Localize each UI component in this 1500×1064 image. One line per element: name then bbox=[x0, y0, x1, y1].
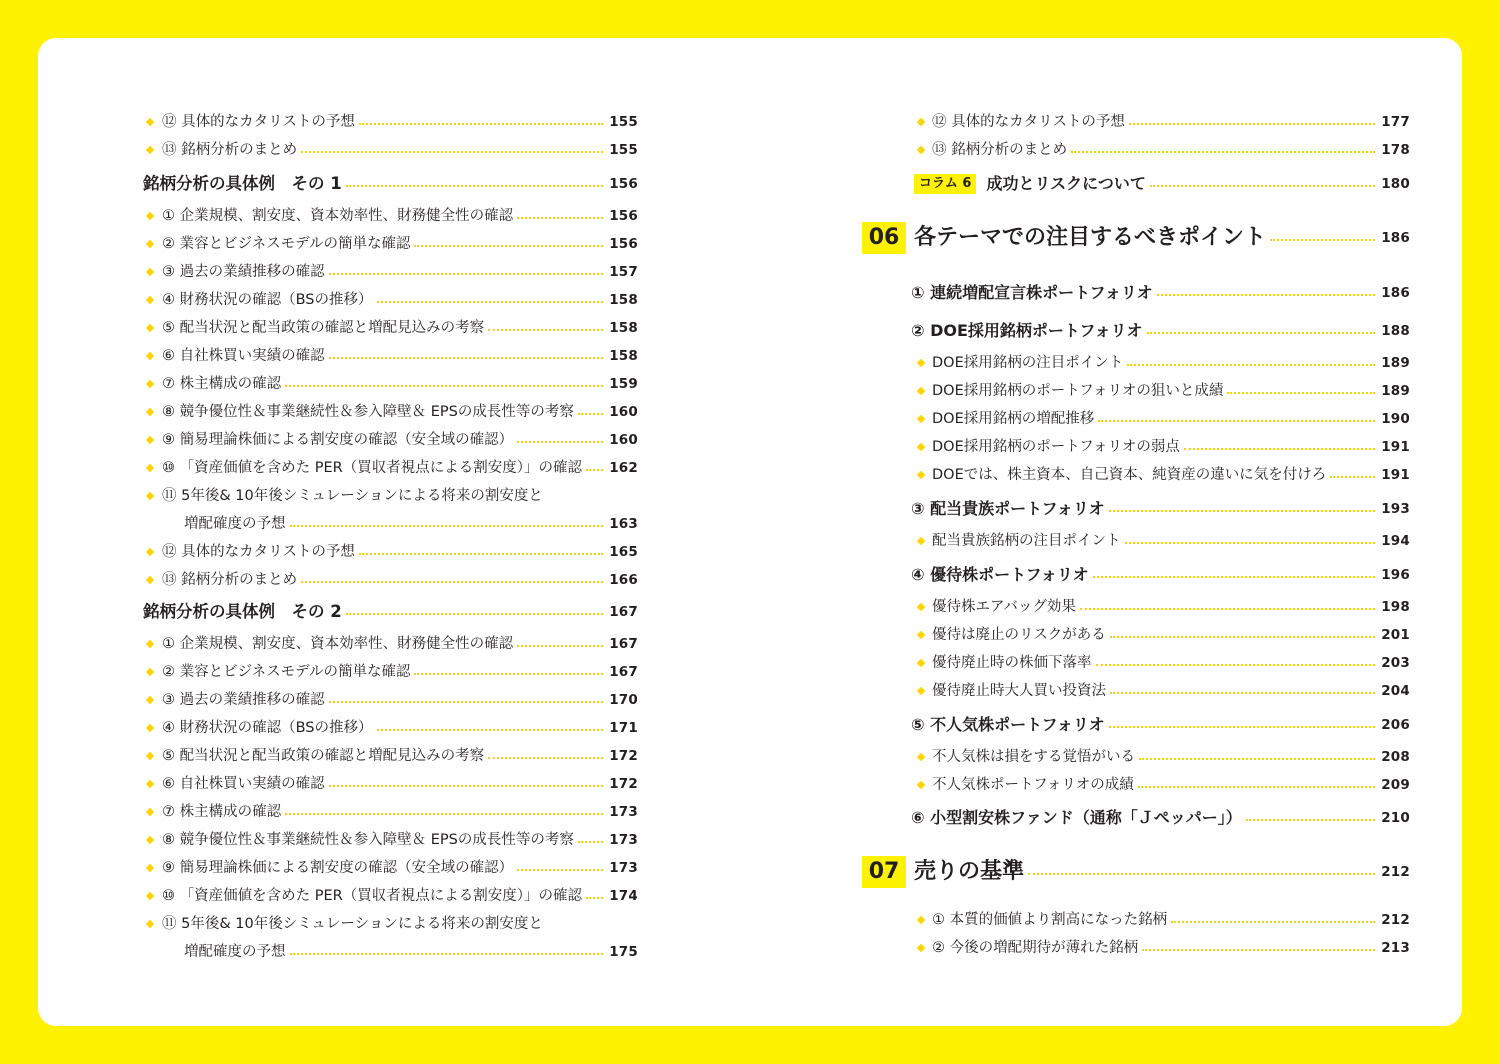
dotted-leader bbox=[1109, 726, 1376, 728]
toc-item-title: 増配確度の予想 bbox=[184, 516, 286, 532]
toc-section-row[interactable] bbox=[143, 600, 638, 624]
toc-item-title: ① 企業規模、割安度、資本効率性、財務健全性の確認 bbox=[162, 208, 514, 224]
theme-title: ⑥ 小型割安株ファンド（通称「Ｊペッパー」） bbox=[911, 808, 1242, 827]
toc-item-row[interactable] bbox=[162, 232, 638, 256]
page-number: 213 bbox=[1381, 940, 1410, 956]
diamond-bullet-icon bbox=[917, 443, 925, 451]
dotted-leader bbox=[1184, 448, 1375, 450]
dotted-leader bbox=[586, 897, 603, 899]
page-number: 173 bbox=[609, 804, 638, 820]
toc-item-row[interactable] bbox=[162, 800, 638, 824]
diamond-bullet-icon bbox=[146, 640, 154, 648]
diamond-bullet-icon bbox=[917, 415, 925, 423]
page-number: 159 bbox=[609, 376, 638, 392]
toc-theme-row[interactable] bbox=[911, 281, 1410, 305]
toc-chapter-row[interactable] bbox=[862, 218, 1410, 258]
dotted-leader bbox=[1028, 873, 1375, 875]
page-number: 171 bbox=[609, 720, 638, 736]
dotted-leader bbox=[1246, 819, 1375, 821]
content-page bbox=[38, 38, 1462, 1026]
toc-item-title: ⑤ 配当状況と配当政策の確認と増配見込みの考察 bbox=[162, 320, 485, 336]
dotted-leader bbox=[414, 245, 603, 247]
toc-item-title: DOE採用銘柄の注目ポイント bbox=[932, 355, 1124, 371]
dotted-leader bbox=[290, 953, 604, 955]
toc-theme-row[interactable] bbox=[911, 563, 1410, 587]
toc-item-row[interactable] bbox=[162, 660, 638, 684]
page-number: 177 bbox=[1381, 114, 1410, 130]
toc-item-row[interactable] bbox=[162, 716, 638, 740]
diamond-bullet-icon bbox=[146, 324, 154, 332]
toc-item-title: ① 本質的価値より割高になった銘柄 bbox=[932, 912, 1168, 928]
column-badge: コラム 6 bbox=[914, 174, 976, 194]
dotted-leader bbox=[414, 673, 603, 675]
diamond-bullet-icon bbox=[917, 146, 925, 154]
toc-theme-row[interactable] bbox=[911, 497, 1410, 521]
toc-item-title: ⑬ 銘柄分析のまとめ bbox=[162, 142, 298, 158]
toc-section-row[interactable] bbox=[143, 172, 638, 196]
page-number: 196 bbox=[1381, 567, 1410, 583]
toc-item-title: ③ 過去の業績推移の確認 bbox=[162, 264, 325, 280]
dotted-leader bbox=[1138, 786, 1376, 788]
page-number: 191 bbox=[1381, 467, 1410, 483]
page-number: 173 bbox=[609, 832, 638, 848]
page-number: 172 bbox=[609, 776, 638, 792]
page-number: 186 bbox=[1381, 230, 1410, 246]
toc-item-title: DOE採用銘柄のポートフォリオの狙いと成績 bbox=[932, 383, 1224, 399]
page-number: 174 bbox=[609, 888, 638, 904]
diamond-bullet-icon bbox=[146, 268, 154, 276]
diamond-bullet-icon bbox=[917, 359, 925, 367]
dotted-leader bbox=[1098, 420, 1375, 422]
page-number: 212 bbox=[1381, 864, 1410, 880]
page-number: 206 bbox=[1381, 717, 1410, 733]
dotted-leader bbox=[517, 869, 603, 871]
toc-item-title: ⑧ 競争優位性＆事業継続性＆参入障壁＆ EPSの成長性等の考察 bbox=[162, 832, 574, 848]
dotted-leader bbox=[1147, 332, 1376, 334]
toc-item-row[interactable] bbox=[932, 351, 1410, 375]
diamond-bullet-icon bbox=[146, 668, 154, 676]
diamond-bullet-icon bbox=[917, 916, 925, 924]
toc-item-row[interactable] bbox=[932, 908, 1410, 932]
page-number: 165 bbox=[609, 544, 638, 560]
diamond-bullet-icon bbox=[917, 753, 925, 761]
toc-item-title: ② 業容とビジネスモデルの簡単な確認 bbox=[162, 664, 411, 680]
toc-item-title: ⑫ 具体的なカタリストの予想 bbox=[932, 114, 1125, 130]
page-number: 189 bbox=[1381, 383, 1410, 399]
dotted-leader bbox=[488, 329, 603, 331]
dotted-leader bbox=[578, 841, 603, 843]
chapter-title: 各テーマでの注目するべきポイント bbox=[914, 225, 1267, 250]
dotted-leader bbox=[290, 525, 604, 527]
page-number: 190 bbox=[1381, 411, 1410, 427]
toc-item-title: ⑥ 自社株買い実績の確認 bbox=[162, 348, 325, 364]
toc-item-title: ⑦ 株主構成の確認 bbox=[162, 804, 282, 820]
toc-item-title: ⑫ 具体的なカタリストの予想 bbox=[162, 114, 355, 130]
page-number: 201 bbox=[1381, 627, 1410, 643]
diamond-bullet-icon bbox=[917, 118, 925, 126]
toc-item-row[interactable] bbox=[932, 463, 1410, 487]
dotted-leader bbox=[329, 701, 604, 703]
dotted-leader bbox=[285, 385, 603, 387]
page-number: 167 bbox=[609, 604, 638, 620]
toc-item-title: ⑤ 配当状況と配当政策の確認と増配見込みの考察 bbox=[162, 748, 485, 764]
page-number: 167 bbox=[609, 664, 638, 680]
toc-item-title: 配当貴族銘柄の注目ポイント bbox=[932, 533, 1121, 549]
page-number: 212 bbox=[1381, 912, 1410, 928]
toc-item-title: DOEでは、株主資本、自己資本、純資産の違いに気を付けろ bbox=[932, 467, 1327, 483]
diamond-bullet-icon bbox=[917, 537, 925, 545]
diamond-bullet-icon bbox=[146, 212, 154, 220]
toc-item-row[interactable] bbox=[932, 407, 1410, 431]
diamond-bullet-icon bbox=[917, 603, 925, 611]
toc-item-title: ⑨ 簡易理論株価による割安度の確認（安全域の確認） bbox=[162, 860, 514, 876]
diamond-bullet-icon bbox=[146, 296, 154, 304]
toc-item-title: DOE採用銘柄の増配推移 bbox=[932, 411, 1095, 427]
diamond-bullet-icon bbox=[917, 944, 925, 952]
page-number: 191 bbox=[1381, 439, 1410, 455]
page-number: 173 bbox=[609, 860, 638, 876]
toc-item-row[interactable] bbox=[932, 138, 1410, 162]
diamond-bullet-icon bbox=[146, 836, 154, 844]
toc-item-row[interactable] bbox=[162, 884, 638, 908]
toc-item-title: ① 企業規模、割安度、資本効率性、財務健全性の確認 bbox=[162, 636, 514, 652]
page-number: 156 bbox=[609, 176, 638, 192]
dotted-leader bbox=[301, 581, 603, 583]
dotted-leader bbox=[1096, 664, 1376, 666]
page-number: 156 bbox=[609, 208, 638, 224]
dotted-leader bbox=[346, 185, 603, 187]
toc-item-row[interactable] bbox=[162, 912, 638, 936]
toc-item-title: ② 業容とビジネスモデルの簡単な確認 bbox=[162, 236, 411, 252]
toc-item-title: ④ 財務状況の確認（BSの推移） bbox=[162, 292, 373, 308]
chapter-number: 07 bbox=[862, 856, 906, 888]
dotted-leader bbox=[1127, 364, 1375, 366]
toc-item-title: 優待は廃止のリスクがある bbox=[932, 627, 1106, 643]
toc-item-row[interactable] bbox=[162, 110, 638, 134]
toc-item-row[interactable] bbox=[932, 936, 1410, 960]
toc-item-continuation[interactable] bbox=[184, 512, 638, 536]
diamond-bullet-icon bbox=[146, 576, 154, 584]
toc-column-row[interactable] bbox=[914, 172, 1410, 196]
dotted-leader bbox=[578, 413, 603, 415]
toc-item-row[interactable] bbox=[932, 110, 1410, 134]
toc-item-row[interactable] bbox=[932, 435, 1410, 459]
dotted-leader bbox=[377, 729, 604, 731]
page-number: 157 bbox=[609, 264, 638, 280]
toc-theme-row[interactable] bbox=[911, 319, 1410, 343]
page-number: 160 bbox=[609, 404, 638, 420]
diamond-bullet-icon bbox=[146, 752, 154, 760]
theme-title: ① 連続増配宣言株ポートフォリオ bbox=[911, 283, 1153, 302]
toc-item-row[interactable] bbox=[162, 428, 638, 452]
page-number: 158 bbox=[609, 292, 638, 308]
theme-title: ⑤ 不人気株ポートフォリオ bbox=[911, 715, 1105, 734]
page-number: 170 bbox=[609, 692, 638, 708]
dotted-leader bbox=[329, 785, 604, 787]
dotted-leader bbox=[1129, 123, 1375, 125]
theme-title: ④ 優待株ポートフォリオ bbox=[911, 565, 1089, 584]
dotted-leader bbox=[329, 273, 604, 275]
diamond-bullet-icon bbox=[917, 631, 925, 639]
diamond-bullet-icon bbox=[146, 240, 154, 248]
dotted-leader bbox=[359, 553, 603, 555]
dotted-leader bbox=[517, 441, 603, 443]
dotted-leader bbox=[1270, 239, 1375, 241]
toc-item-row[interactable] bbox=[162, 138, 638, 162]
dotted-leader bbox=[1330, 476, 1375, 478]
dotted-leader bbox=[1110, 692, 1375, 694]
dotted-leader bbox=[1139, 758, 1375, 760]
chapter-title: 売りの基準 bbox=[914, 859, 1025, 884]
dotted-leader bbox=[285, 813, 603, 815]
dotted-leader bbox=[1071, 151, 1375, 153]
page-number: 203 bbox=[1381, 655, 1410, 671]
toc-item-title: ⑥ 自社株買い実績の確認 bbox=[162, 776, 325, 792]
toc-item-row[interactable] bbox=[162, 400, 638, 424]
diamond-bullet-icon bbox=[146, 864, 154, 872]
toc-item-title: ⑪ 5年後& 10年後シミュレーションによる将来の割安度と bbox=[162, 916, 543, 932]
page-number: 193 bbox=[1381, 501, 1410, 517]
dotted-leader bbox=[517, 645, 603, 647]
theme-title: ③ 配当貴族ポートフォリオ bbox=[911, 499, 1105, 518]
diamond-bullet-icon bbox=[146, 118, 154, 126]
toc-item-title: 不人気株ポートフォリオの成績 bbox=[932, 777, 1134, 793]
section-title: 銘柄分析の具体例 その 2 bbox=[143, 602, 342, 621]
page-number: 156 bbox=[609, 236, 638, 252]
diamond-bullet-icon bbox=[917, 781, 925, 789]
toc-item-title: ⑬ 銘柄分析のまとめ bbox=[932, 142, 1068, 158]
toc-item-title: 優待廃止時大人買い投資法 bbox=[932, 683, 1106, 699]
page-number: 160 bbox=[609, 432, 638, 448]
diamond-bullet-icon bbox=[146, 352, 154, 360]
theme-title: ② DOE採用銘柄ポートフォリオ bbox=[911, 321, 1143, 340]
toc-item-title: 優待廃止時の株価下落率 bbox=[932, 655, 1092, 671]
page-number: 178 bbox=[1381, 142, 1410, 158]
page-number: 163 bbox=[609, 516, 638, 532]
page-number: 209 bbox=[1381, 777, 1410, 793]
toc-item-title: 不人気株は損をする覚悟がいる bbox=[932, 749, 1135, 765]
toc-item-title: 増配確度の予想 bbox=[184, 944, 286, 960]
dotted-leader bbox=[359, 123, 603, 125]
toc-item-row[interactable] bbox=[932, 773, 1410, 797]
toc-item-title: 優待株エアバッグ効果 bbox=[932, 599, 1076, 615]
toc-item-continuation[interactable] bbox=[184, 940, 638, 964]
toc-chapter-row[interactable] bbox=[862, 852, 1410, 892]
toc-item-row[interactable] bbox=[162, 456, 638, 480]
page-number: 162 bbox=[609, 460, 638, 476]
dotted-leader bbox=[1080, 608, 1375, 610]
toc-item-row[interactable] bbox=[162, 540, 638, 564]
toc-item-row[interactable] bbox=[932, 651, 1410, 675]
section-title: 銘柄分析の具体例 その 1 bbox=[143, 174, 342, 193]
diamond-bullet-icon bbox=[146, 724, 154, 732]
page-number: 194 bbox=[1381, 533, 1410, 549]
diamond-bullet-icon bbox=[146, 380, 154, 388]
diamond-bullet-icon bbox=[146, 492, 154, 500]
toc-item-title: ⑪ 5年後& 10年後シミュレーションによる将来の割安度と bbox=[162, 488, 543, 504]
dotted-leader bbox=[1142, 949, 1375, 951]
toc-theme-row[interactable] bbox=[911, 806, 1410, 830]
diamond-bullet-icon bbox=[146, 892, 154, 900]
page-number: 210 bbox=[1381, 810, 1410, 826]
toc-item-title: ② 今後の増配期待が薄れた銘柄 bbox=[932, 940, 1139, 956]
toc-item-row[interactable] bbox=[932, 623, 1410, 647]
dotted-leader bbox=[1150, 185, 1375, 187]
toc-item-row[interactable] bbox=[932, 679, 1410, 703]
toc-item-row[interactable] bbox=[162, 316, 638, 340]
chapter-number: 06 bbox=[862, 222, 906, 254]
toc-item-title: ⑨ 簡易理論株価による割安度の確認（安全域の確認） bbox=[162, 432, 514, 448]
dotted-leader bbox=[488, 757, 603, 759]
toc-item-row[interactable] bbox=[162, 632, 638, 656]
page-number: 155 bbox=[609, 142, 638, 158]
toc-item-row[interactable] bbox=[162, 828, 638, 852]
page-number: 166 bbox=[609, 572, 638, 588]
page-number: 186 bbox=[1381, 285, 1410, 301]
diamond-bullet-icon bbox=[146, 436, 154, 444]
toc-item-title: ④ 財務状況の確認（BSの推移） bbox=[162, 720, 373, 736]
toc-item-title: ③ 過去の業績推移の確認 bbox=[162, 692, 325, 708]
toc-item-row[interactable] bbox=[932, 745, 1410, 769]
dotted-leader bbox=[1227, 392, 1375, 394]
toc-item-row[interactable] bbox=[932, 529, 1410, 553]
page-number: 188 bbox=[1381, 323, 1410, 339]
toc-item-row[interactable] bbox=[162, 260, 638, 284]
dotted-leader bbox=[1125, 542, 1376, 544]
toc-theme-row[interactable] bbox=[911, 713, 1410, 737]
diamond-bullet-icon bbox=[917, 659, 925, 667]
toc-item-row[interactable] bbox=[932, 595, 1410, 619]
dotted-leader bbox=[1109, 510, 1376, 512]
toc-item-title: ⑩ 「資産価値を含めた PER（買収者視点による割安度）」の確認 bbox=[162, 888, 582, 904]
dotted-leader bbox=[1171, 921, 1375, 923]
diamond-bullet-icon bbox=[146, 696, 154, 704]
diamond-bullet-icon bbox=[146, 548, 154, 556]
dotted-leader bbox=[301, 151, 603, 153]
diamond-bullet-icon bbox=[146, 146, 154, 154]
dotted-leader bbox=[1093, 576, 1376, 578]
dotted-leader bbox=[377, 301, 604, 303]
page-number: 175 bbox=[609, 944, 638, 960]
page-number: 155 bbox=[609, 114, 638, 130]
toc-item-title: ⑧ 競争優位性＆事業継続性＆参入障壁＆ EPSの成長性等の考察 bbox=[162, 404, 574, 420]
toc-item-row[interactable] bbox=[162, 744, 638, 768]
toc-item-row[interactable] bbox=[162, 856, 638, 880]
dotted-leader bbox=[1110, 636, 1376, 638]
dotted-leader bbox=[517, 217, 603, 219]
page-number: 189 bbox=[1381, 355, 1410, 371]
dotted-leader bbox=[1157, 294, 1376, 296]
diamond-bullet-icon bbox=[917, 687, 925, 695]
dotted-leader bbox=[329, 357, 604, 359]
diamond-bullet-icon bbox=[146, 408, 154, 416]
diamond-bullet-icon bbox=[146, 464, 154, 472]
diamond-bullet-icon bbox=[917, 387, 925, 395]
toc-item-row[interactable] bbox=[932, 379, 1410, 403]
toc-item-row[interactable] bbox=[162, 204, 638, 228]
toc-item-row[interactable] bbox=[162, 688, 638, 712]
page-number: 198 bbox=[1381, 599, 1410, 615]
toc-item-title: ⑬ 銘柄分析のまとめ bbox=[162, 572, 298, 588]
toc-item-row[interactable] bbox=[162, 772, 638, 796]
toc-item-title: ⑫ 具体的なカタリストの予想 bbox=[162, 544, 355, 560]
column-title: 成功とリスクについて bbox=[986, 174, 1146, 193]
page-number: 204 bbox=[1381, 683, 1410, 699]
dotted-leader bbox=[586, 469, 603, 471]
toc-item-title: ⑦ 株主構成の確認 bbox=[162, 376, 282, 392]
toc-item-row[interactable] bbox=[162, 344, 638, 368]
page-number: 158 bbox=[609, 348, 638, 364]
toc-item-row[interactable] bbox=[162, 484, 638, 508]
dotted-leader bbox=[346, 613, 603, 615]
page-number: 180 bbox=[1381, 176, 1410, 192]
toc-item-row[interactable] bbox=[162, 288, 638, 312]
diamond-bullet-icon bbox=[146, 808, 154, 816]
toc-item-row[interactable] bbox=[162, 372, 638, 396]
diamond-bullet-icon bbox=[917, 471, 925, 479]
toc-item-row[interactable] bbox=[162, 568, 638, 592]
page-number: 172 bbox=[609, 748, 638, 764]
toc-item-title: DOE採用銘柄のポートフォリオの弱点 bbox=[932, 439, 1180, 455]
diamond-bullet-icon bbox=[146, 920, 154, 928]
page-number: 208 bbox=[1381, 749, 1410, 765]
toc-item-title: ⑩ 「資産価値を含めた PER（買収者視点による割安度）」の確認 bbox=[162, 460, 582, 476]
page-number: 167 bbox=[609, 636, 638, 652]
page-number: 158 bbox=[609, 320, 638, 336]
diamond-bullet-icon bbox=[146, 780, 154, 788]
